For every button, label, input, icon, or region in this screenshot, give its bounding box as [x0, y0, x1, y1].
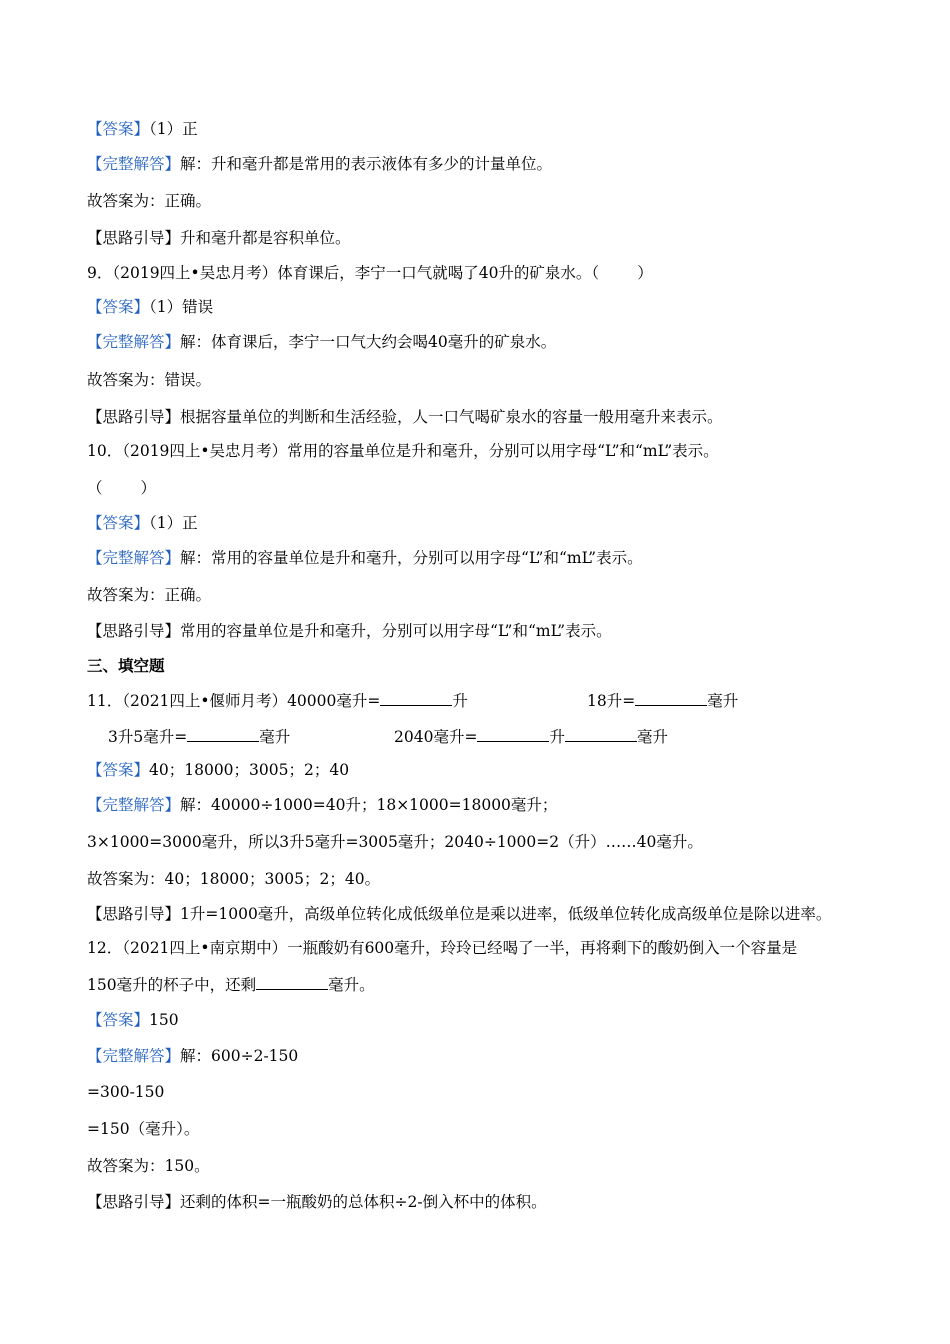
question-11-stem-line-2b: 2040毫升= 升 毫升 [394, 725, 668, 748]
conclusion-line: 故答案为：正确。 [87, 192, 212, 210]
calc-step: =150（毫升）。 [87, 1120, 200, 1138]
answer-line [87, 118, 198, 140]
answer-text: 150 [149, 1011, 179, 1029]
full-solution-line [87, 547, 643, 569]
question-9-stem [87, 262, 653, 284]
full-solution-tag: 【完整解答】 [87, 549, 181, 567]
full-solution-line [87, 153, 552, 175]
answer-line [87, 1009, 179, 1031]
hint-tag: 【思路引导】 [87, 1193, 181, 1211]
answer-tag: 【答案】 [87, 1011, 150, 1029]
answer-tag: 【答案】 [87, 761, 150, 779]
full-solution-text: 解：体育课后，李宁一口气大约会喝40毫升的矿泉水。 [180, 333, 557, 351]
full-solution-tag: 【完整解答】 [87, 333, 181, 351]
full-solution-line [87, 794, 557, 816]
section-heading: 三、填空题 [87, 656, 165, 675]
answer-blank[interactable] [187, 725, 259, 742]
question-9-text: 9．（2019四上•吴忠月考）体育课后，李宁一口气就喝了40升的矿泉水。（ [87, 264, 600, 282]
hint-text: 还剩的体积=一瓶酸奶的总体积÷2-倒入杯中的体积。 [180, 1193, 547, 1211]
hint-line [87, 1191, 547, 1213]
full-solution-line [87, 1045, 298, 1067]
question-11-stem-line-1b: 18升= 毫升 [587, 689, 738, 712]
answer-text: （1）正 [149, 514, 198, 532]
full-solution-tag: 【完整解答】 [87, 155, 181, 173]
answer-tag: 【答案】 [87, 514, 150, 532]
question-9-paren-close: ） [637, 264, 653, 282]
calc-step: =300-150 [87, 1083, 165, 1101]
hint-tag: 【思路引导】 [87, 622, 181, 640]
full-solution-line [87, 331, 556, 353]
answer-text: （1）正 [149, 120, 198, 138]
full-solution-text: 解：600÷2-150 [180, 1047, 299, 1065]
question-11-stem-line-1: 11．（2021四上•偃师月考）40000毫升= 升 [87, 689, 468, 712]
answer-blank[interactable] [477, 725, 549, 742]
answer-line [87, 296, 213, 318]
conclusion-line: 故答案为：错误。 [87, 371, 212, 389]
hint-tag: 【思路引导】 [87, 408, 181, 426]
conclusion-line: 故答案为：40；18000；3005；2；40。 [87, 870, 381, 888]
answer-text: 40；18000；3005；2；40 [149, 761, 350, 779]
question-11-stem-line-2: 3升5毫升= 毫升 [108, 725, 290, 748]
answer-blank[interactable] [256, 973, 328, 990]
answer-line [87, 759, 349, 781]
answer-blank[interactable] [565, 725, 637, 742]
answer-line [87, 512, 198, 534]
hint-line [87, 406, 723, 428]
hint-tag: 【思路引导】 [87, 905, 181, 923]
hint-line [87, 903, 831, 925]
question-10-paren: （ ） [87, 479, 157, 497]
hint-text: 常用的容量单位是升和毫升，分别可以用字母“L”和“mL”表示。 [180, 622, 612, 640]
full-solution-text: 解：常用的容量单位是升和毫升，分别可以用字母“L”和“mL”表示。 [180, 549, 643, 567]
full-solution-tag: 【完整解答】 [87, 1047, 181, 1065]
answer-blank[interactable] [635, 689, 707, 706]
question-12-stem-line-1: 12．（2021四上•南京期中）一瓶酸奶有600毫升，玲玲已经喝了一半，再将剩下的酸奶倒入一个容量是 [87, 939, 798, 957]
conclusion-line: 故答案为：正确。 [87, 586, 212, 604]
hint-line [87, 620, 612, 642]
hint-text: 升和毫升都是容积单位。 [180, 229, 351, 247]
answer-text: （1）错误 [149, 298, 214, 316]
hint-text: 根据容量单位的判断和生活经验，人一口气喝矿泉水的容量一般用毫升来表示。 [180, 408, 723, 426]
hint-text: 1升=1000毫升，高级单位转化成低级单位是乘以进率，低级单位转化成高级单位是除以进率。 [180, 905, 832, 923]
full-solution-tag: 【完整解答】 [87, 796, 181, 814]
answer-tag: 【答案】 [87, 298, 150, 316]
hint-tag: 【思路引导】 [87, 229, 181, 247]
full-solution-line-2: 3×1000=3000毫升，所以3升5毫升=3005毫升；2040÷1000=2（升）……40毫升。 [87, 833, 703, 851]
conclusion-line: 故答案为：150。 [87, 1157, 210, 1175]
answer-tag: 【答案】 [87, 120, 150, 138]
question-12-stem-line-2: 150毫升的杯子中，还剩 毫升。 [87, 973, 375, 996]
full-solution-text: 解：升和毫升都是常用的表示液体有多少的计量单位。 [180, 155, 553, 173]
full-solution-text: 解：40000÷1000=40升；18×1000=18000毫升； [180, 796, 558, 814]
question-10-stem: 10．（2019四上•吴忠月考）常用的容量单位是升和毫升，分别可以用字母“L”和“mL”表示。 [87, 442, 719, 460]
answer-blank[interactable] [380, 689, 452, 706]
hint-line [87, 227, 351, 249]
